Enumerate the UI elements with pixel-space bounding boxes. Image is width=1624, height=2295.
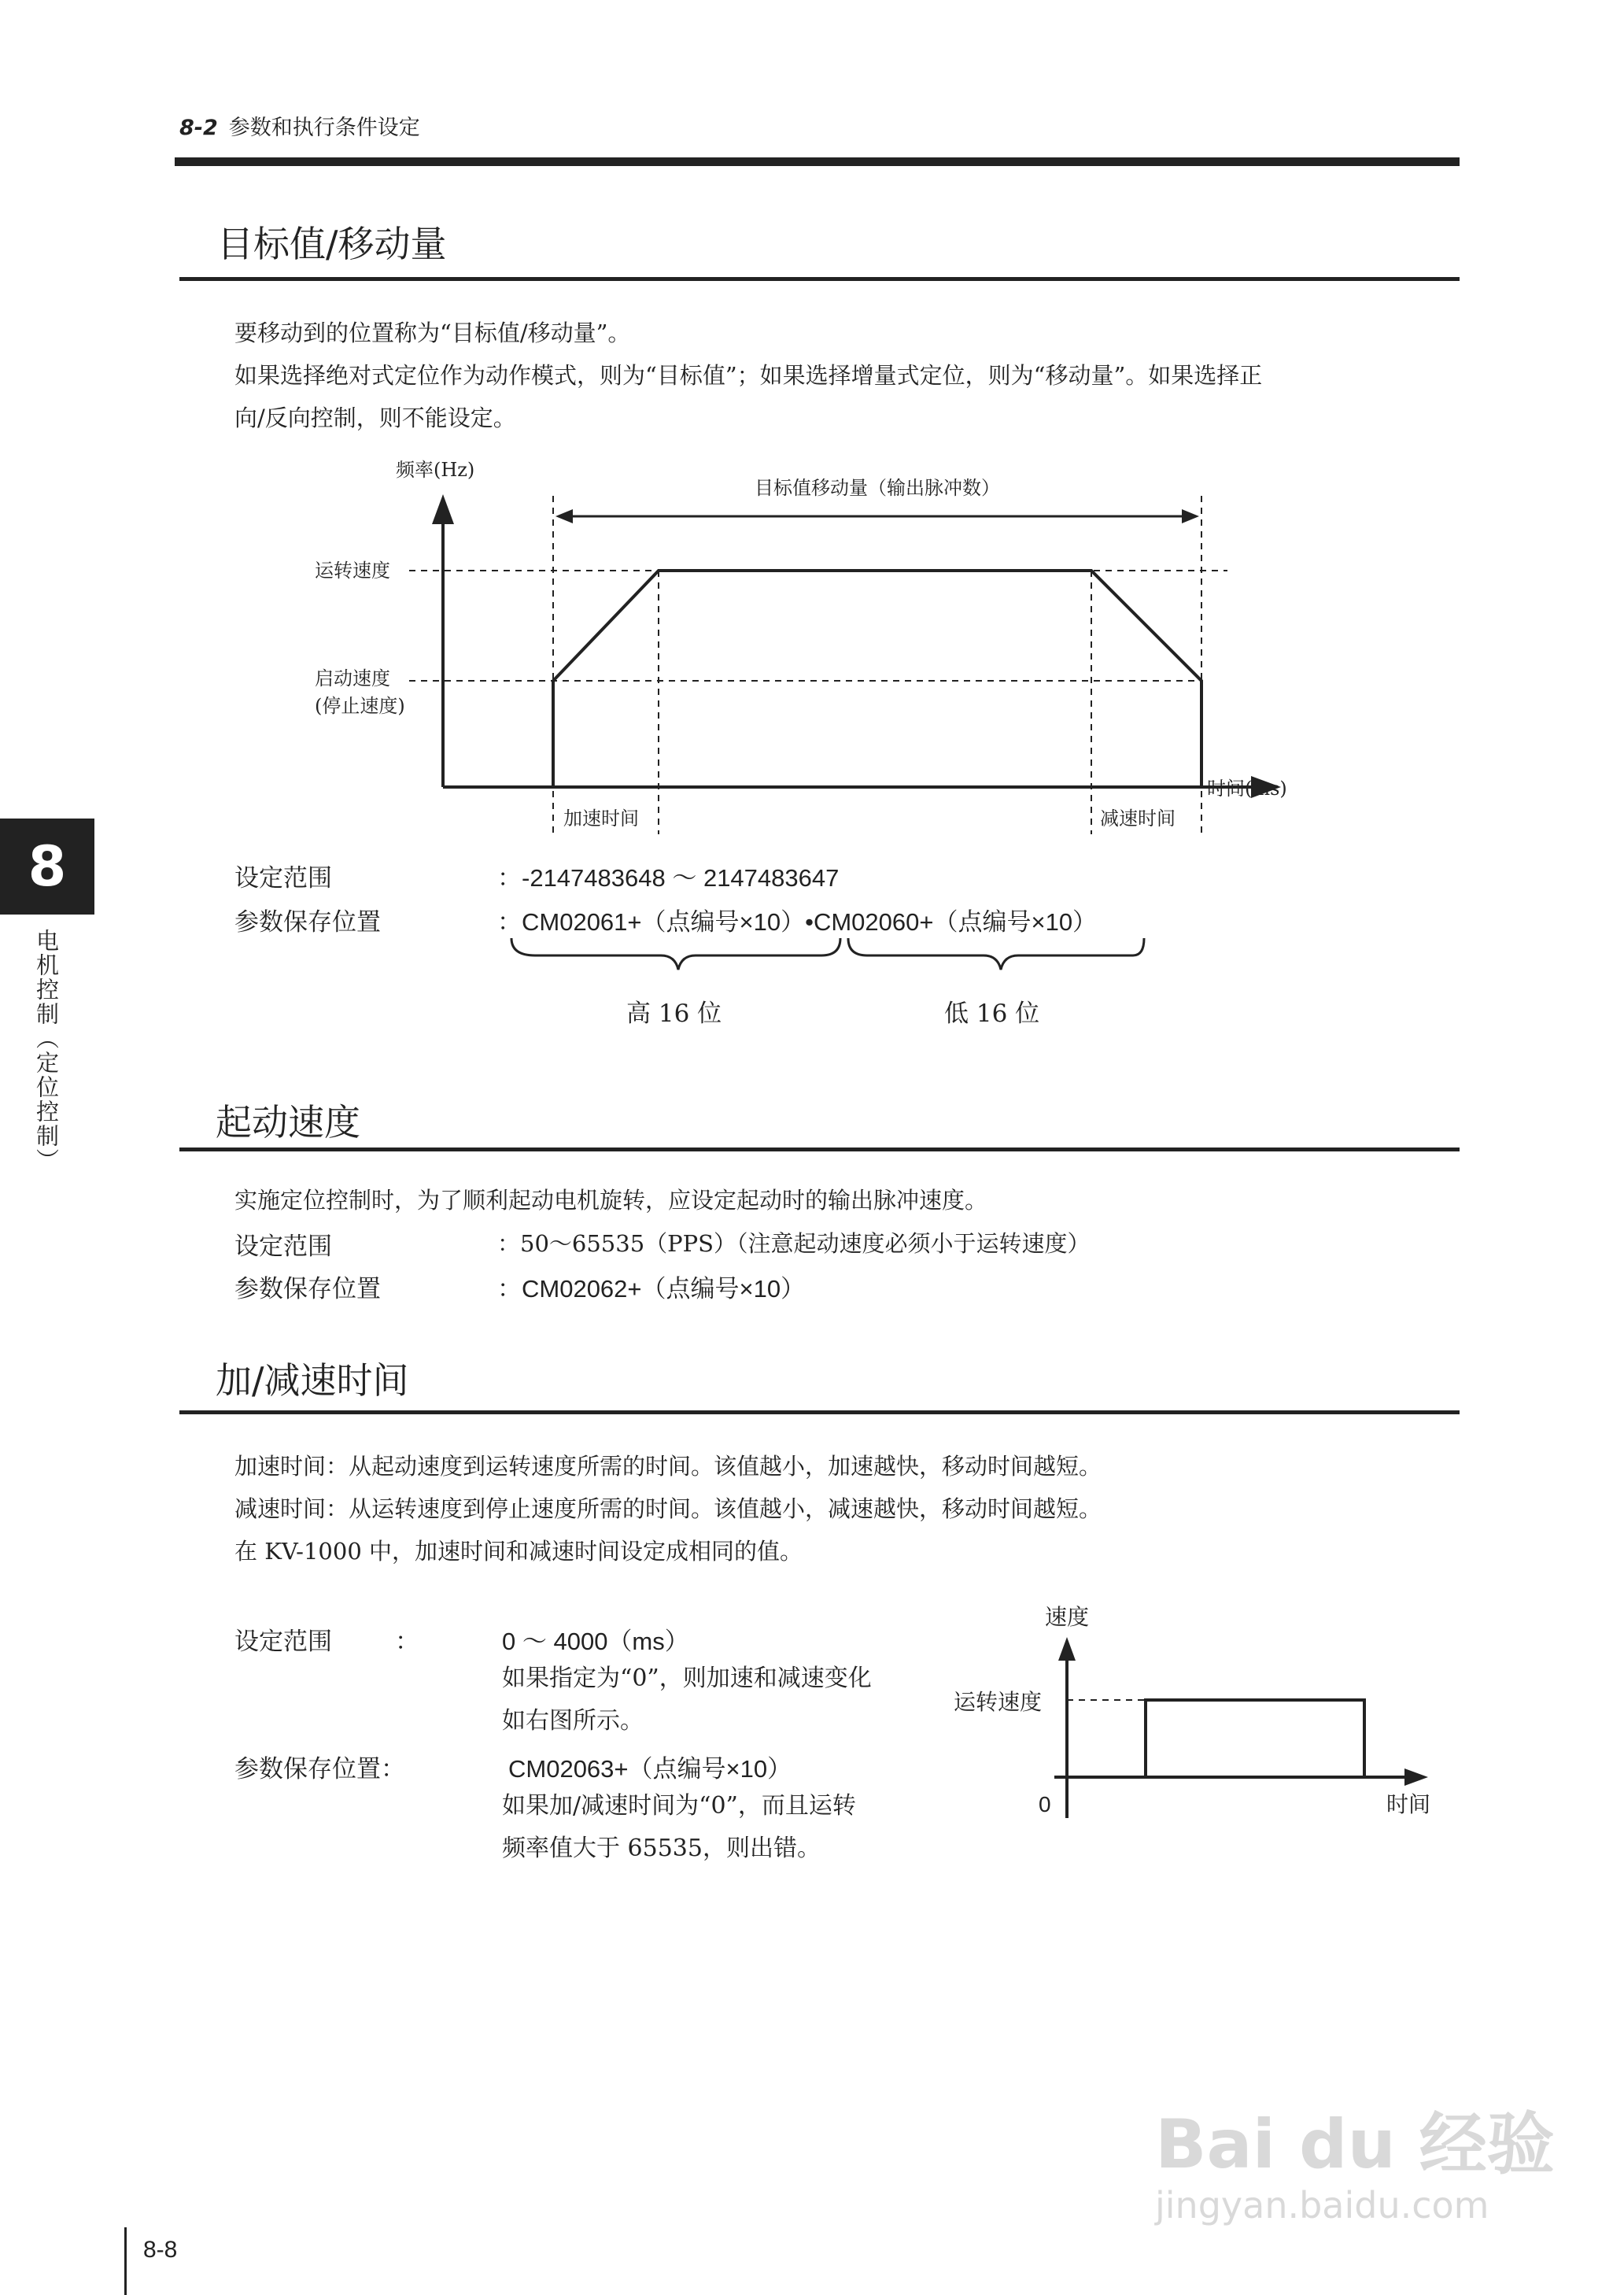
range-label: 设定范围 bbox=[234, 1628, 332, 1656]
y-axis-arrow-icon bbox=[432, 494, 454, 524]
range-value: ：50～65535（PPS）（注意起动速度必须小于运转速度） bbox=[497, 1230, 1091, 1257]
note-line: 如果加/减速时间为“0”，而且运转 bbox=[502, 1792, 856, 1820]
paragraph: 向/反向控制，则不能设定。 bbox=[234, 405, 516, 431]
section-rule bbox=[179, 1148, 1460, 1151]
storage-value: ：CM02061+（点编号×10）•CM02060+（点编号×10） bbox=[497, 908, 1098, 936]
origin-label: 0 bbox=[1039, 1792, 1051, 1816]
paragraph: 要移动到的位置称为“目标值/移动量”。 bbox=[234, 320, 631, 346]
section-rule bbox=[179, 1410, 1460, 1414]
bit-braces bbox=[504, 935, 1157, 990]
start-speed-label: 启动速度 bbox=[315, 667, 390, 689]
storage-value: CM02063+（点编号×10） bbox=[508, 1755, 792, 1783]
section-title-start-speed: 起动速度 bbox=[216, 1101, 360, 1144]
header-rule bbox=[175, 157, 1460, 166]
storage-label: 参数保存位置 bbox=[234, 1275, 381, 1303]
note-line: 如果指定为“0”，则加速和减速变化 bbox=[502, 1665, 872, 1692]
low-bits-brace bbox=[848, 938, 1144, 970]
y-axis-label: 频率(Hz) bbox=[396, 459, 475, 481]
section-title-target-value: 目标值/移动量 bbox=[217, 223, 447, 265]
page-number: 8-8 bbox=[143, 2237, 178, 2263]
storage-label: 参数保存位置： bbox=[234, 1755, 405, 1783]
step-speed-diagram bbox=[944, 1598, 1448, 1826]
speed-profile-line bbox=[553, 571, 1201, 787]
watermark-logo: Bai du 经验 bbox=[1155, 2105, 1555, 2184]
range-colon: ： bbox=[395, 1628, 419, 1656]
paragraph: 在 KV-1000 中，加速时间和减速时间设定成相同的值。 bbox=[234, 1538, 803, 1565]
note-line: 频率值大于 65535，则出错。 bbox=[502, 1835, 821, 1862]
span-right-arrow-icon bbox=[1182, 509, 1199, 523]
high-bits-label: 高 16 位 bbox=[626, 1000, 722, 1028]
paragraph: 实施定位控制时，为了顺利起动电机旋转，应设定起动时的输出脉冲速度。 bbox=[234, 1187, 988, 1214]
accel-time-label: 加速时间 bbox=[563, 808, 639, 830]
page-number-rule bbox=[124, 2227, 127, 2295]
note-line: 如右图所示。 bbox=[502, 1707, 644, 1735]
storage-value: ：CM02062+（点编号×10） bbox=[497, 1275, 806, 1303]
decel-time-label: 减速时间 bbox=[1100, 808, 1176, 830]
chapter-side-label: 电机控制（定位控制） bbox=[33, 929, 60, 1173]
step-profile-line bbox=[1146, 1700, 1364, 1777]
time-axis-label: 时间 bbox=[1386, 1791, 1431, 1817]
section-title-accel-decel: 加/减速时间 bbox=[216, 1359, 409, 1402]
paragraph: 加速时间：从起动速度到运转速度所需的时间。该值越小，加速越快，移动时间越短。 bbox=[234, 1453, 1102, 1480]
range-value: 0 ～ 4000（ms） bbox=[502, 1628, 689, 1655]
paragraph: 减速时间：从运转速度到停止速度所需的时间。该值越小，减速越快，移动时间越短。 bbox=[234, 1495, 1102, 1522]
watermark-url: jingyan.baidu.com bbox=[1155, 2184, 1489, 2227]
stop-speed-label: (停止速度) bbox=[315, 695, 405, 717]
range-label: 设定范围 bbox=[234, 864, 332, 893]
low-bits-label: 低 16 位 bbox=[944, 1000, 1040, 1028]
speed-axis-label: 速度 bbox=[1045, 1604, 1090, 1630]
storage-label: 参数保存位置 bbox=[234, 908, 381, 937]
range-value: ：-2147483648 ～ 2147483647 bbox=[497, 864, 840, 892]
high-bits-brace bbox=[511, 938, 840, 970]
span-label: 目标值移动量（输出脉冲数） bbox=[755, 477, 1000, 499]
running-header bbox=[179, 110, 420, 141]
chapter-tab: 8 bbox=[0, 819, 94, 915]
span-left-arrow-icon bbox=[555, 509, 573, 523]
speed-profile-diagram bbox=[299, 449, 1290, 842]
header-section-title: 参数和执行条件设定 bbox=[228, 116, 420, 140]
run-speed-label: 运转速度 bbox=[315, 560, 390, 582]
section-rule bbox=[179, 277, 1460, 281]
y-axis-arrow-icon bbox=[1058, 1637, 1076, 1661]
header-section-number: 8-2 bbox=[179, 116, 218, 140]
x-axis-arrow-icon bbox=[1404, 1768, 1428, 1786]
range-label: 设定范围 bbox=[234, 1232, 332, 1261]
x-axis-label: 时间(ms) bbox=[1207, 778, 1287, 800]
run-speed-label: 运转速度 bbox=[954, 1689, 1043, 1715]
paragraph: 如果选择绝对式定位作为动作模式，则为“目标值”；如果选择增量式定位，则为“移动量”。如果选择正 bbox=[234, 362, 1263, 389]
